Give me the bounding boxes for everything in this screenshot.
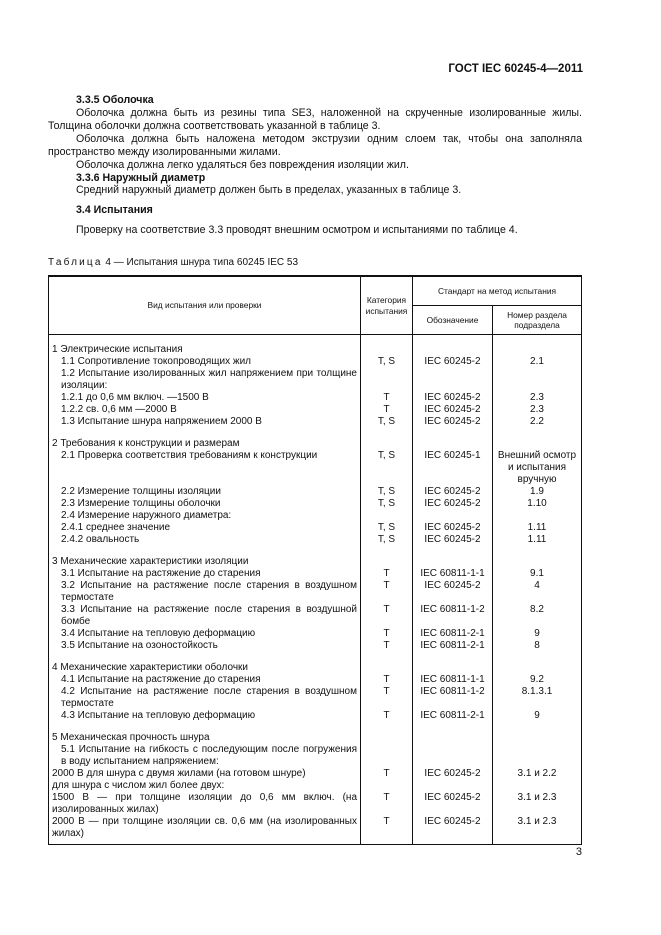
test-description-text: 2.4.1 среднее значение: [61, 522, 171, 533]
standard-designation: [413, 652, 493, 674]
test-category: [361, 510, 413, 522]
test-description: [49, 580, 361, 604]
section-number: 2.3: [493, 404, 582, 416]
test-category: [361, 722, 413, 744]
table-row: [49, 356, 582, 368]
test-category: T, S: [361, 522, 413, 534]
table-row: [49, 416, 582, 428]
table-row: [49, 780, 582, 792]
section-number: [493, 335, 582, 357]
standard-designation: IEC 60245-2: [413, 486, 493, 498]
section-3-3-5-paragraph-3: Оболочка должна легко удаляться без повреждения изоляции жил.: [76, 158, 409, 171]
header-section-number: Номер раздела подраздела: [493, 306, 582, 335]
section-number: [493, 652, 582, 674]
test-description: [49, 498, 361, 510]
table-row: [49, 640, 582, 652]
standard-designation: [413, 368, 493, 392]
test-description: [49, 356, 361, 368]
table-row: [49, 450, 582, 486]
table-row: [49, 674, 582, 686]
standard-designation: [413, 510, 493, 522]
test-description: [49, 522, 361, 534]
section-number: 2.3: [493, 392, 582, 404]
table-row: [49, 498, 582, 510]
test-category: T: [361, 568, 413, 580]
test-description-text: 4.2 Испытание на растяжение после старения в воздушном термостате: [61, 686, 357, 709]
section-3-3-6-title: 3.3.6 Наружный диаметр: [76, 171, 206, 184]
section-number: Внешний осмотр и испытания вручную: [493, 450, 582, 486]
standard-designation: IEC 60245-2: [413, 416, 493, 428]
table-row: [49, 652, 582, 674]
test-description: [49, 510, 361, 522]
table-row: [49, 404, 582, 416]
test-description: [49, 404, 361, 416]
test-description: [49, 640, 361, 652]
section-number: 8.1.3.1: [493, 686, 582, 710]
standard-designation: [413, 780, 493, 792]
section-number: 3.1 и 2.2: [493, 768, 582, 780]
text-body: [48, 94, 582, 237]
section-number: 8.2: [493, 604, 582, 628]
test-description: [49, 568, 361, 580]
test-category: T: [361, 792, 413, 816]
test-description-text: 1.1 Сопротивление токопроводящих жил: [61, 356, 251, 367]
section-number: 1.9: [493, 486, 582, 498]
test-description-text: 1.2.2 св. 0,6 мм —2000 В: [61, 404, 177, 415]
test-category: T, S: [361, 498, 413, 510]
standard-designation: IEC 60245-2: [413, 580, 493, 604]
section-number: 1.10: [493, 498, 582, 510]
test-category: T: [361, 628, 413, 640]
test-description: [49, 710, 361, 722]
test-description-text: 2000 В — при толщине изоляции св. 0,6 мм (на изолированных жилах): [52, 816, 357, 839]
test-description: [49, 428, 361, 450]
table-row: [49, 580, 582, 604]
test-category: T: [361, 816, 413, 845]
test-description: [49, 368, 361, 392]
section-number: 1.11: [493, 534, 582, 546]
section-3-3-6-paragraph: Средний наружный диаметр должен быть в пределах, указанных в таблице 3.: [76, 184, 462, 197]
standard-designation: [413, 744, 493, 768]
standard-designation: IEC 60811-1-1: [413, 674, 493, 686]
header-category: Категория испытания: [361, 276, 413, 335]
standard-designation: IEC 60245-1: [413, 450, 493, 486]
test-category: [361, 335, 413, 357]
standard-header: ГОСТ IEC 60245-4—2011: [448, 63, 583, 75]
table-row: [49, 486, 582, 498]
test-category: T: [361, 580, 413, 604]
section-number: 9: [493, 710, 582, 722]
section-3-3-5-title: 3.3.5 Оболочка: [76, 94, 154, 106]
test-description-text: 2.3 Измерение толщины оболочки: [61, 498, 221, 509]
section-number: 8: [493, 640, 582, 652]
standard-designation: IEC 60245-2: [413, 356, 493, 368]
standard-designation: [413, 546, 493, 568]
test-category: T: [361, 404, 413, 416]
standard-designation: IEC 60811-1-2: [413, 686, 493, 710]
test-description: [49, 416, 361, 428]
table-row: [49, 768, 582, 780]
test-description: [49, 768, 361, 780]
standard-designation: IEC 60245-2: [413, 392, 493, 404]
test-description-text: 5 Механическая прочность шнура: [52, 732, 210, 743]
test-description-text: 2000 В для шнура с двумя жилами (на готовом шнуре): [52, 768, 306, 779]
table-row: [49, 710, 582, 722]
test-description-text: для шнура с числом жил более двух:: [52, 780, 225, 791]
test-description: [49, 335, 361, 357]
table-row: [49, 368, 582, 392]
test-description-text: 2.4 Измерение наружного диаметра:: [61, 510, 232, 521]
section-number: 3.1 и 2.3: [493, 792, 582, 816]
test-description-text: 5.1 Испытание на гибкость с последующим после погружения в воду испытанием напряжением:: [61, 744, 357, 767]
test-description-text: 1.2.1 до 0,6 мм включ. —1500 В: [61, 392, 209, 403]
test-description-text: 3.4 Испытание на тепловую деформацию: [61, 628, 256, 639]
test-description: [49, 792, 361, 816]
standard-designation: IEC 60245-2: [413, 498, 493, 510]
test-description: [49, 744, 361, 768]
table-body: [49, 335, 582, 845]
standard-designation: [413, 335, 493, 357]
section-number: 3.1 и 2.3: [493, 816, 582, 845]
section-number: [493, 368, 582, 392]
section-number: 2.1: [493, 356, 582, 368]
test-category: T: [361, 604, 413, 628]
section-number: [493, 428, 582, 450]
standard-designation: IEC 60811-2-1: [413, 710, 493, 722]
standard-designation: IEC 60811-2-1: [413, 640, 493, 652]
section-3-3-5-paragraph-1: Оболочка должна быть из резины типа SE3, наложенной на скрученные изолированные жилы. Толщина оболочки должна соответствовать указанной в таблице 3.: [48, 106, 582, 132]
test-description-text: 2.1 Проверка соответствия требованиям к конструкции: [61, 450, 318, 461]
test-category: T, S: [361, 356, 413, 368]
section-3-3-5-paragraph-2: Оболочка должна быть наложена методом экструзии одним слоем так, чтобы она заполняла пространство между изолированными жилами.: [48, 132, 582, 158]
table-row: [49, 335, 582, 357]
standard-designation: IEC 60245-2: [413, 404, 493, 416]
test-description: [49, 628, 361, 640]
test-description: [49, 534, 361, 546]
standard-designation: IEC 60245-2: [413, 522, 493, 534]
test-description: [49, 546, 361, 568]
table-row: [49, 568, 582, 580]
section-number: 9.1: [493, 568, 582, 580]
standard-designation: [413, 428, 493, 450]
test-category: T, S: [361, 450, 413, 486]
standard-designation: IEC 60245-2: [413, 768, 493, 780]
table-row: [49, 428, 582, 450]
table-row: [49, 546, 582, 568]
page-number: 3: [575, 846, 582, 858]
table-row: [49, 510, 582, 522]
test-description-text: 2.2 Измерение толщины изоляции: [61, 486, 221, 497]
test-category: [361, 780, 413, 792]
standard-designation: [413, 722, 493, 744]
section-number: [493, 510, 582, 522]
test-description-text: 4.1 Испытание на растяжение до старения: [61, 674, 261, 685]
section-number: 9.2: [493, 674, 582, 686]
table-row: [49, 792, 582, 816]
test-description: [49, 450, 361, 486]
section-number: 2.2: [493, 416, 582, 428]
standard-designation: IEC 60811-2-1: [413, 628, 493, 640]
test-description: [49, 604, 361, 628]
test-description-text: 4 Механические характеристики оболочки: [52, 662, 248, 673]
standard-designation: IEC 60811-1-2: [413, 604, 493, 628]
section-number: 4: [493, 580, 582, 604]
test-description: [49, 674, 361, 686]
table-row: [49, 534, 582, 546]
standard-designation: IEC 60811-1-1: [413, 568, 493, 580]
table-row: [49, 816, 582, 845]
table-caption-word: Таблица: [48, 257, 103, 268]
test-category: T: [361, 640, 413, 652]
section-number: [493, 722, 582, 744]
test-description: [49, 392, 361, 404]
test-description-text: 1 Электрические испытания: [52, 344, 183, 355]
test-description-text: 1.3 Испытание шнура напряжением 2000 В: [61, 416, 262, 427]
table-row: [49, 604, 582, 628]
test-category: [361, 428, 413, 450]
header-test-kind: Вид испытания или проверки: [49, 276, 361, 335]
tests-table: [48, 275, 582, 845]
standard-designation: IEC 60245-2: [413, 816, 493, 845]
table-caption: [48, 257, 298, 269]
test-description: [49, 686, 361, 710]
test-description-text: 2 Требования к конструкции и размерам: [52, 438, 240, 449]
test-category: T: [361, 392, 413, 404]
test-description-text: 3.5 Испытание на озоностойкость: [61, 640, 218, 651]
test-description: [49, 816, 361, 845]
test-description: [49, 652, 361, 674]
test-category: T: [361, 674, 413, 686]
section-3-4-paragraph: Проверку на соответствие 3.3 проводят внешним осмотром и испытаниями по таблице 4.: [76, 224, 518, 237]
test-description-text: 2.4.2 овальность: [61, 534, 140, 545]
header-standard: Стандарт на метод испытания: [413, 276, 582, 306]
test-category: [361, 546, 413, 568]
test-category: [361, 652, 413, 674]
test-description-text: 3.3 Испытание на растяжение после старения в воздушной бомбе: [61, 604, 357, 627]
test-category: T, S: [361, 486, 413, 498]
section-number: 1.11: [493, 522, 582, 534]
test-category: T: [361, 710, 413, 722]
test-description-text: 3.2 Испытание на растяжение после старения в воздушном термостате: [61, 580, 357, 603]
table-row: [49, 744, 582, 768]
section-number: [493, 744, 582, 768]
section-3-4-title: 3.4 Испытания: [76, 204, 153, 217]
table-row: [49, 722, 582, 744]
standard-designation: IEC 60245-2: [413, 792, 493, 816]
test-description-text: 4.3 Испытание на тепловую деформацию: [61, 710, 256, 721]
test-description-text: 1500 В — при толщине изоляции до 0,6 мм включ. (на изолированных жилах): [52, 792, 357, 815]
table-caption-text: 4 — Испытания шнура типа 60245 IEC 53: [102, 257, 299, 268]
standard-designation: IEC 60245-2: [413, 534, 493, 546]
table-row: [49, 686, 582, 710]
test-description-text: 3.1 Испытание на растяжение до старения: [61, 568, 261, 579]
table-row: [49, 628, 582, 640]
test-description-text: 1.2 Испытание изолированных жил напряжением при толщине изоляции:: [61, 368, 357, 391]
section-number: 9: [493, 628, 582, 640]
table-row: [49, 392, 582, 404]
test-category: T: [361, 686, 413, 710]
header-designation: Обозначение: [413, 306, 493, 335]
section-number: [493, 546, 582, 568]
test-category: [361, 368, 413, 392]
test-category: [361, 744, 413, 768]
section-number: [493, 780, 582, 792]
table-row: [49, 522, 582, 534]
test-description: [49, 486, 361, 498]
test-category: T: [361, 768, 413, 780]
test-category: T, S: [361, 534, 413, 546]
test-description: [49, 722, 361, 744]
test-description-text: 3 Механические характеристики изоляции: [52, 556, 249, 567]
test-description: [49, 780, 361, 792]
test-category: T, S: [361, 416, 413, 428]
